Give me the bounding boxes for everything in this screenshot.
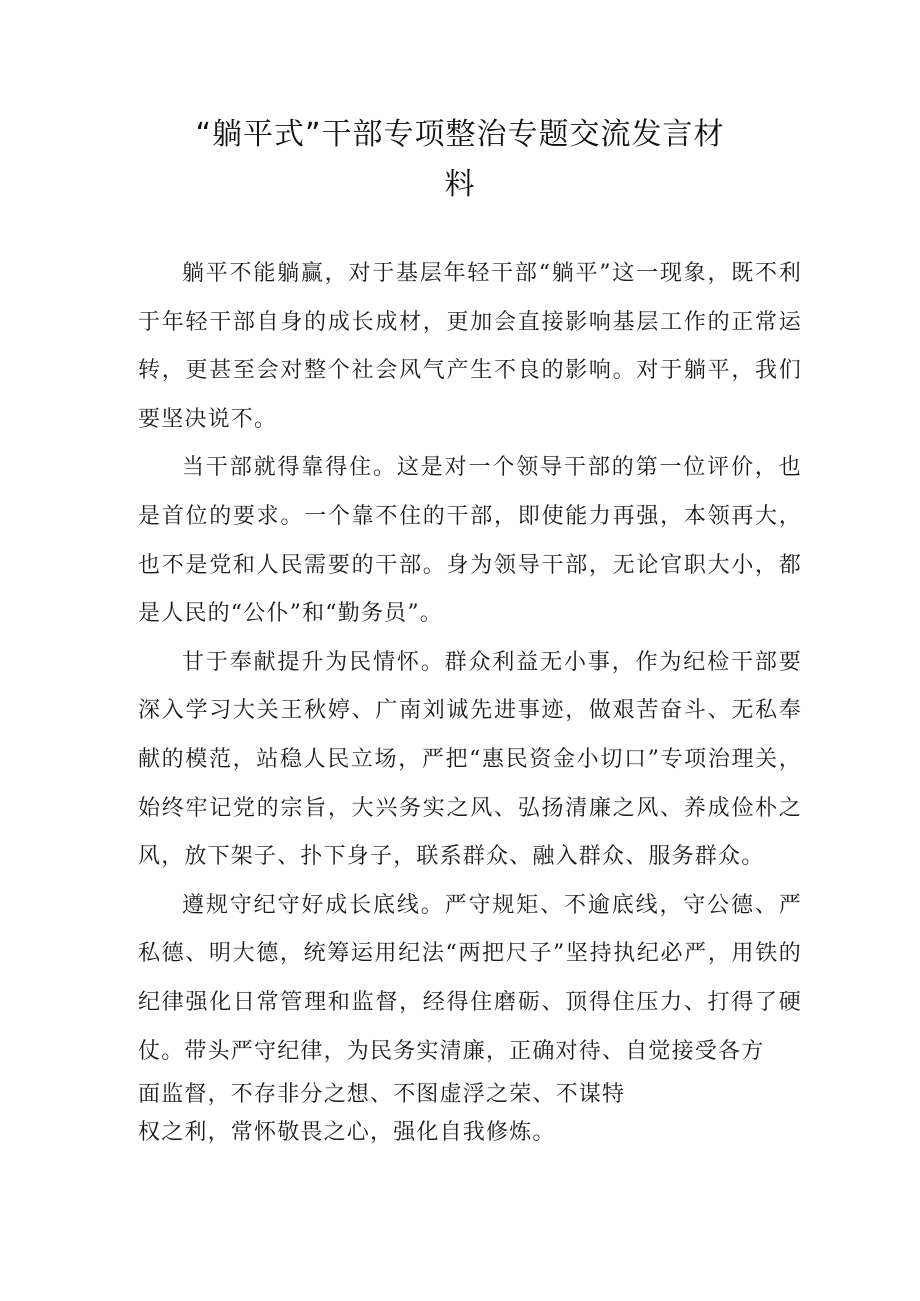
paragraph-3: 甘于奉献提升为民情怀。群众利益无小事，作为纪检干部要深入学习大关王秋婷、广南刘诚先进事迹，做艰苦奋斗、无私奉献的模范，站稳人民立场，严把“惠民资金小切口”专项治理关，始终牢记党的宗旨，大兴务实之风、弘扬清廉之风、养成俭朴之风，放下架子、扑下身子，联系群众、融入群众、服务群众。 [138,649,802,870]
paragraph-1: 躺平不能躺赢，对于基层年轻干部“躺平”这一现象，既不利于年轻干部自身的成长成材，更加会直接影响基层工作的正常运转，更甚至会对整个社会风气产生不良的影响。对于躺平，我们要坚决说不。 [138,261,802,432]
title-line-1: “躺平式”干部专项整治专题交流发言材 [195,117,725,152]
document-body [138,250,802,1152]
document-title [140,110,780,210]
paragraph-4: 遵规守纪守好成长底线。严守规矩、不逾底线，守公德、严私德、明大德，统筹运用纪法“两把尺子”坚持执纪必严，用铁的纪律强化日常管理和监督，经得住磨砺、顶得住压力、打得了硬仗。带头严守纪律，为民务实清廉，正确对待、自觉接受各方 [138,892,802,1064]
title-line-2: 料 [444,167,476,202]
paragraph-4-line-a: 面监督，不存非分之想、不图虚浮之荣、不谋特 [138,1082,626,1108]
paragraph-2: 当干部就得靠得住。这是对一个领导干部的第一位评价，也是首位的要求。一个靠不住的干部，即使能力再强，本领再大，也不是党和人民需要的干部。身为领导干部，无论官职大小，都是人民的“公仆”和“勤务员”。 [138,455,802,627]
paragraph-4-line-b: 权之利，常怀敬畏之心，强化自我修炼。 [138,1120,556,1146]
